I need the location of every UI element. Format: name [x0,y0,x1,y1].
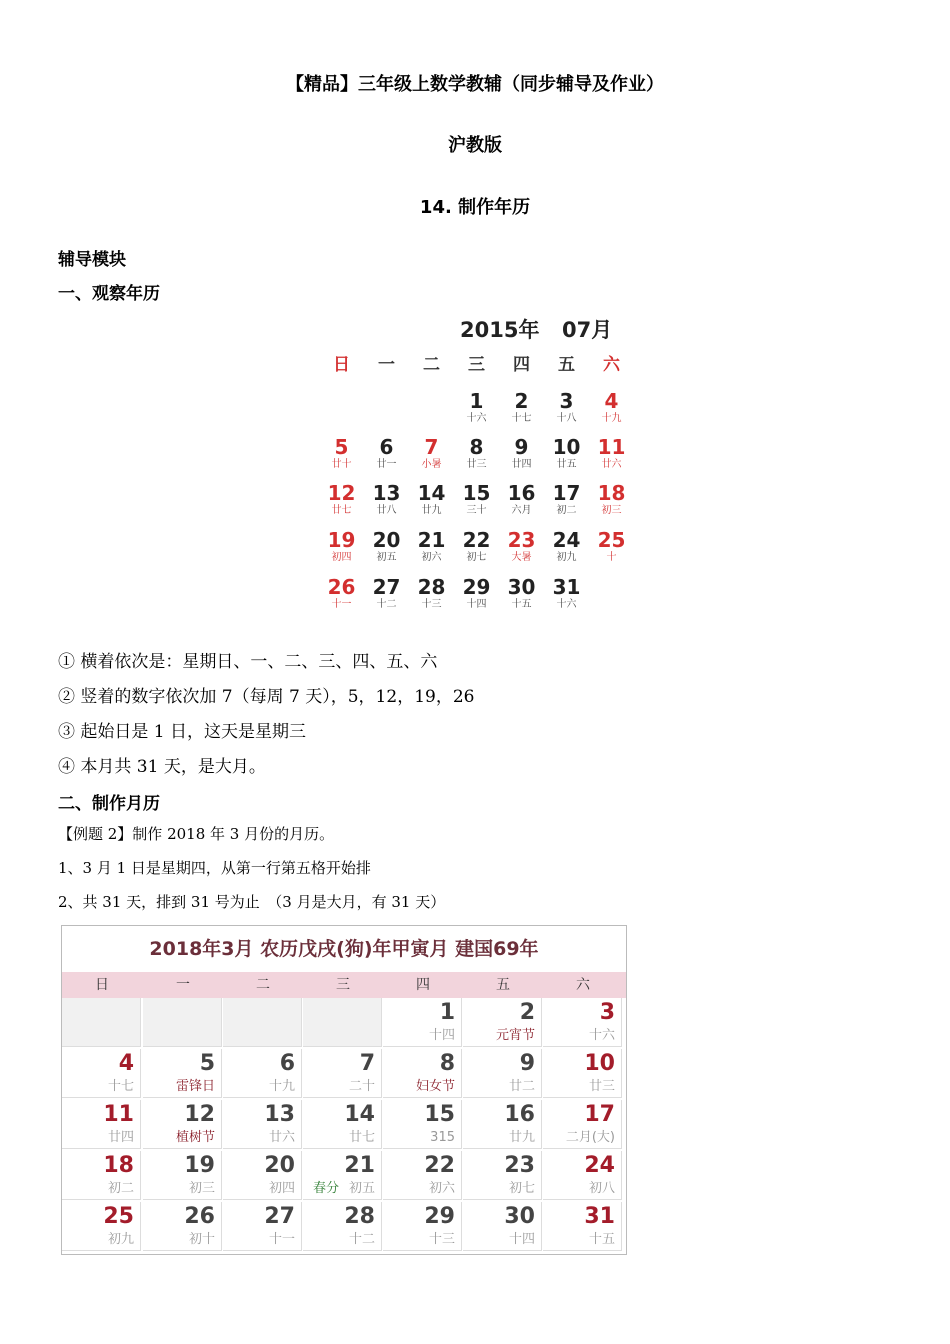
lunar-date: 初八 [588,1181,615,1196]
lunar-date: 廿三 [466,459,487,470]
day-number: 15 [462,481,491,505]
day-number: 8 [469,435,484,459]
day-number: 6 [379,435,394,459]
calendar-month: 07月 [562,318,613,342]
day-number: 22 [462,528,491,552]
weekday-0: 日 [95,977,109,993]
day-number: 16 [504,1102,535,1127]
calendar-day [463,1100,542,1149]
day-number: 22 [424,1153,455,1178]
lunar-date: 十四 [428,1028,455,1043]
day-number: 12 [327,481,356,505]
day-number: 30 [504,1204,535,1229]
observation-1: ① 横着依次是：星期日、一、二、三、四、五、六 [58,652,438,672]
section-2-heading: 二、制作月历 [58,794,160,814]
calendar-day [223,1049,302,1098]
day-number: 4 [604,389,619,413]
day-number: 20 [264,1153,295,1178]
lunar-date: 十 [606,552,617,563]
day-number: 2 [519,1000,535,1025]
calendar-day [463,1151,542,1200]
weekday-2: 二 [256,977,270,993]
day-number: 21 [344,1153,375,1178]
lunar-date: 十九 [601,413,622,424]
day-number: 14 [344,1102,375,1127]
lunar-date: 十二 [348,1232,375,1247]
calendar-day [544,390,589,426]
lunar-date: 十六 [556,599,577,610]
calendar-day [364,529,409,565]
example-label: 【例题 2】制作 2018 年 3 月份的月历。 [58,825,335,843]
lunar-date: 初十 [188,1232,215,1247]
calendar-grid [62,998,626,1254]
calendar-day [463,998,542,1047]
day-number: 9 [519,1051,535,1076]
weekday-4: 四 [416,977,430,993]
day-number: 14 [417,481,446,505]
calendar-day [303,1151,382,1200]
day-number: 9 [514,435,529,459]
day-number: 7 [424,435,439,459]
day-number: 11 [597,435,626,459]
calendar-day [303,1202,382,1251]
day-number: 4 [118,1051,134,1076]
calendar-day [383,1151,462,1200]
lunar-date: 廿二 [508,1079,535,1094]
lunar-date: 廿四 [107,1130,134,1145]
calendar-day [454,529,499,565]
lunar-date: 二月(大) [565,1130,615,1145]
lunar-date: 廿七 [348,1130,375,1145]
lunar-date: 雷锋日 [175,1079,215,1094]
calendar-day [383,1202,462,1251]
lunar-date: 十三 [428,1232,455,1247]
calendar-day [544,482,589,518]
calendar-day [589,482,634,518]
lunar-date: 十六 [466,413,487,424]
weekday-6: 六 [603,355,620,375]
day-number: 1 [469,389,484,413]
calendar-day [62,1202,141,1251]
day-number: 8 [439,1051,455,1076]
calendar-day [544,529,589,565]
lunar-date: 廿六 [268,1130,295,1145]
calendar-day [589,529,634,565]
lunar-date: 廿九 [508,1130,535,1145]
lunar-date: 三十 [466,505,487,516]
calendar-day [454,390,499,426]
calendar-day [463,1202,542,1251]
day-number: 28 [344,1204,375,1229]
calendar-day [589,436,634,472]
lunar-date: 妇女节 [415,1079,455,1094]
empty-cell [303,998,382,1047]
calendar-day [319,529,364,565]
day-number: 5 [334,435,349,459]
day-number: 11 [103,1102,134,1127]
day-number: 31 [584,1204,615,1229]
lunar-date: 初九 [107,1232,134,1247]
day-number: 12 [184,1102,215,1127]
lunar-date: 小暑 [421,459,442,470]
lunar-date: 廿三 [588,1079,615,1094]
calendar-day [409,529,454,565]
lunar-date: 十一 [331,599,352,610]
lunar-date: 廿十 [331,459,352,470]
lunar-date: 廿九 [421,505,442,516]
lunar-date: 十二 [376,599,397,610]
day-number: 16 [507,481,536,505]
lesson-title: 14. 制作年历 [419,197,531,218]
solar-term: 春分 [313,1181,340,1196]
calendar-day [364,482,409,518]
weekday-1: 一 [378,355,395,375]
calendar-day [319,576,364,612]
lunar-date: 十九 [268,1079,295,1094]
document-title: 【精品】三年级上数学教辅（同步辅导及作业） [286,74,664,95]
lunar-date: 廿六 [601,459,622,470]
module-heading: 辅导模块 [58,250,126,270]
day-number: 2 [514,389,529,413]
calendar-day [223,1100,302,1149]
day-number: 27 [372,575,401,599]
calendar-day [143,1202,222,1251]
lunar-date: 六月 [511,505,532,516]
calendar-day [543,1151,622,1200]
day-number: 30 [507,575,536,599]
lunar-date: 十七 [511,413,532,424]
lunar-date: 初四 [331,552,352,563]
lunar-date: 十三 [421,599,442,610]
calendar-day [62,1049,141,1098]
day-number: 19 [327,528,356,552]
calendar-day [499,390,544,426]
lunar-date: 初六 [421,552,442,563]
lunar-date: 廿五 [556,459,577,470]
calendar-day [499,436,544,472]
lunar-date: 廿八 [376,505,397,516]
day-number: 15 [424,1102,455,1127]
calendar-day [543,1202,622,1251]
calendar-day [383,1100,462,1149]
lunar-date: 初四 [268,1181,295,1196]
calendar-day [409,482,454,518]
day-number: 26 [327,575,356,599]
empty-cell [143,998,222,1047]
lunar-date: 元宵节 [495,1028,535,1043]
calendar-day [544,436,589,472]
lunar-date: 初六 [428,1181,455,1196]
day-number: 1 [439,1000,455,1025]
calendar-day [543,998,622,1047]
lunar-date: 315 [430,1130,455,1145]
calendar-day [409,436,454,472]
calendar-title: 2018年3月 农历戊戌(狗)年甲寅月 建国69年 [149,938,539,960]
calendar-day [383,1049,462,1098]
day-number: 7 [359,1051,375,1076]
lunar-date: 廿四 [511,459,532,470]
weekday-5: 五 [496,977,510,993]
lunar-date: 十八 [556,413,577,424]
lunar-date: 初五 [376,552,397,563]
day-number: 26 [184,1204,215,1229]
day-number: 17 [552,481,581,505]
day-number: 20 [372,528,401,552]
lunar-date: 十五 [588,1232,615,1247]
lunar-date: 初三 [188,1181,215,1196]
lunar-date: 植树节 [175,1130,215,1145]
day-number: 29 [424,1204,455,1229]
calendar-day [143,1100,222,1149]
day-number: 19 [184,1153,215,1178]
weekday-3: 三 [468,355,485,375]
calendar-day [62,1100,141,1149]
edition-label: 沪教版 [448,135,502,156]
lunar-date: 初二 [107,1181,134,1196]
lunar-date: 十一 [268,1232,295,1247]
day-number: 10 [584,1051,615,1076]
lunar-date: 廿一 [376,459,397,470]
calendar-day [499,482,544,518]
observation-3: ③ 起始日是 1 日，这天是星期三 [58,722,307,742]
calendar-day [223,1151,302,1200]
calendar-day [383,998,462,1047]
calendar-2018-march [61,925,627,1255]
weekday-header-row [62,972,626,998]
day-number: 6 [279,1051,295,1076]
day-number: 25 [597,528,626,552]
step-1: 1、3 月 1 日是星期四，从第一行第五格开始排 [58,859,371,877]
day-number: 13 [372,481,401,505]
calendar-day [62,1151,141,1200]
calendar-day [499,576,544,612]
day-number: 3 [559,389,574,413]
day-number: 3 [599,1000,615,1025]
lunar-date: 廿七 [331,505,352,516]
day-number: 21 [417,528,446,552]
calendar-day [303,1100,382,1149]
weekday-6: 六 [576,977,590,993]
day-number: 24 [552,528,581,552]
lunar-date: 十七 [107,1079,134,1094]
calendar-day [454,576,499,612]
calendar-2015-july [316,310,634,622]
day-number: 17 [584,1102,615,1127]
weekday-5: 五 [558,355,575,375]
lunar-date: 初五 [348,1181,375,1196]
weekday-4: 四 [513,355,530,375]
calendar-day [454,482,499,518]
weekday-3: 三 [336,977,350,993]
day-number: 13 [264,1102,295,1127]
weekday-2: 二 [423,355,440,375]
calendar-day [364,436,409,472]
day-number: 18 [103,1153,134,1178]
empty-cell [223,998,302,1047]
day-number: 24 [584,1153,615,1178]
day-number: 23 [507,528,536,552]
day-number: 29 [462,575,491,599]
day-number: 27 [264,1204,295,1229]
calendar-day [589,390,634,426]
lunar-date: 初九 [556,552,577,563]
weekday-0: 日 [333,355,350,375]
calendar-year: 2015年 [460,318,540,342]
calendar-day [303,1049,382,1098]
lunar-date: 初三 [601,505,622,516]
observation-2: ② 竖着的数字依次加 7（每周 7 天），5，12，19，26 [58,687,475,707]
day-number: 23 [504,1153,535,1178]
calendar-day [143,1151,222,1200]
calendar-day [543,1049,622,1098]
calendar-day [543,1100,622,1149]
calendar-day [499,529,544,565]
lunar-date: 十四 [508,1232,535,1247]
calendar-day [454,436,499,472]
empty-cell [62,998,141,1047]
lunar-date: 大暑 [511,552,532,563]
section-1-heading: 一、观察年历 [58,284,160,304]
observation-4: ④ 本月共 31 天，是大月。 [58,757,266,777]
calendar-day [143,1049,222,1098]
day-number: 25 [103,1204,134,1229]
day-number: 18 [597,481,626,505]
lunar-date: 十四 [466,599,487,610]
lunar-date: 十五 [511,599,532,610]
lunar-date: 二十 [348,1079,375,1094]
calendar-day [463,1049,542,1098]
lunar-date: 初七 [508,1181,535,1196]
day-number: 31 [552,575,581,599]
lunar-date: 十六 [588,1028,615,1043]
weekday-1: 一 [176,977,190,993]
calendar-day [319,482,364,518]
day-number: 5 [199,1051,215,1076]
lunar-date: 初七 [466,552,487,563]
calendar-day [364,576,409,612]
calendar-day [544,576,589,612]
day-number: 10 [552,435,581,459]
day-number: 28 [417,575,446,599]
lunar-date: 初二 [556,505,577,516]
step-2: 2、共 31 天，排到 31 号为止 （3 月是大月，有 31 天） [58,893,446,911]
calendar-day [409,576,454,612]
calendar-day [319,436,364,472]
calendar-day [223,1202,302,1251]
